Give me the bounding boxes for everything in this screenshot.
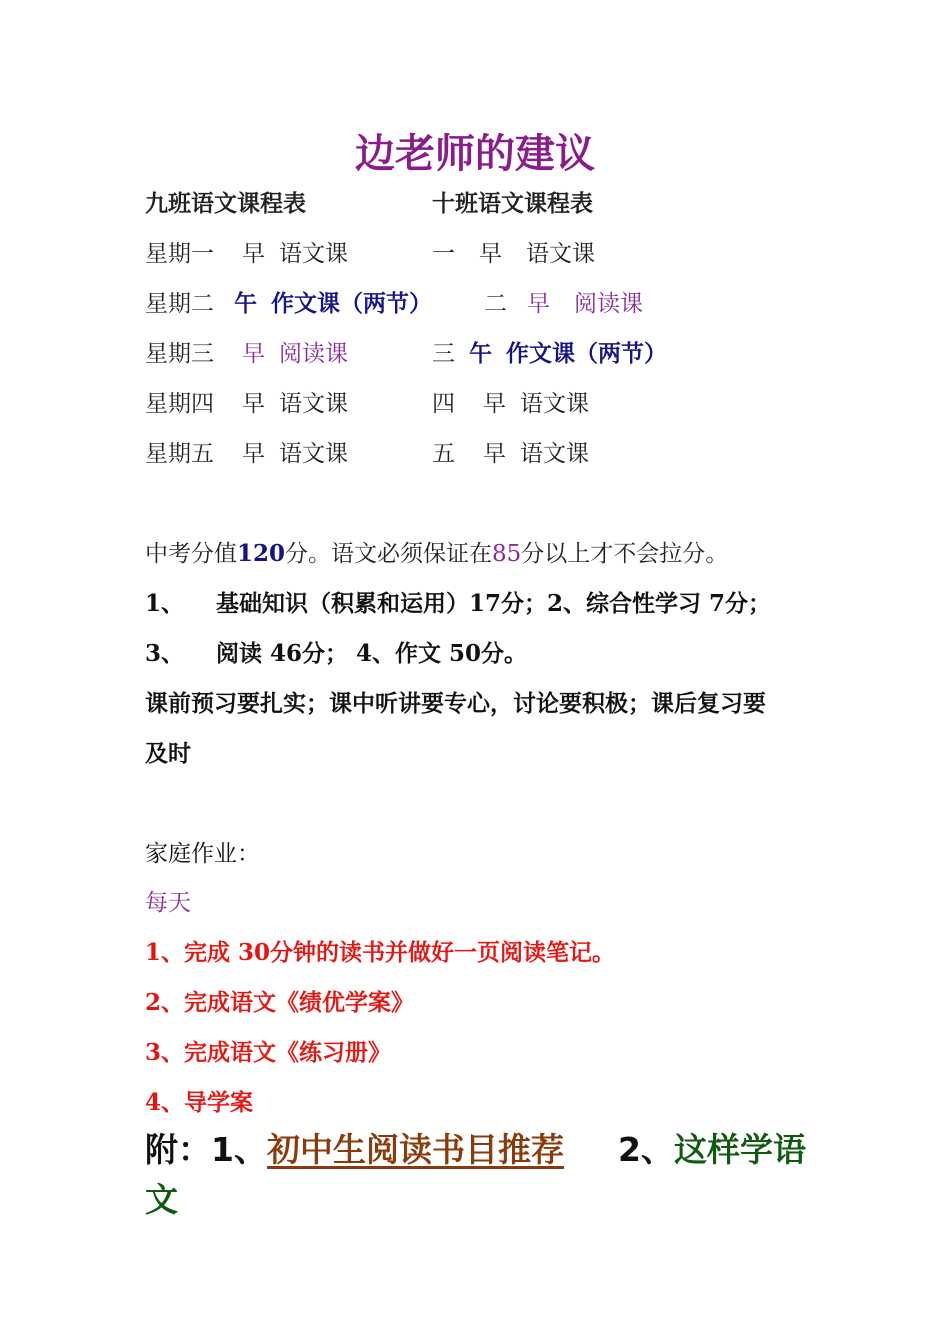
course-label: 语文课 — [279, 241, 348, 267]
score-paragraph — [145, 535, 728, 568]
appendix-number-2: 2、 — [617, 1130, 674, 1169]
schedule-row-left — [145, 335, 348, 368]
list-number: 3、 — [145, 640, 185, 667]
slot-label: 早 — [527, 291, 550, 317]
slot-label: 早 — [242, 241, 265, 267]
course-label: 阅读课 — [574, 291, 643, 317]
study-chinese-link[interactable]: 这样学语 — [673, 1130, 806, 1169]
course-label: 语文课 — [520, 391, 589, 417]
slot-label: 早 — [483, 391, 506, 417]
score-mid: 分。语文必须保证在 — [285, 541, 493, 567]
slot-label: 早 — [242, 441, 265, 467]
course-label: 作文课（两节） — [271, 290, 432, 317]
slot-label: 早 — [479, 241, 502, 267]
study-chinese-link-continued[interactable]: 文 — [145, 1180, 178, 1219]
slot-label: 午 — [234, 290, 257, 317]
homework-item: 1、完成 30分钟的读书并做好一页阅读笔记。 — [145, 939, 616, 966]
schedule-row-left — [145, 435, 348, 468]
schedule-row-right — [432, 435, 589, 468]
score-prefix: 中考分值 — [145, 541, 237, 567]
appendix-prefix: 附：1、 — [145, 1130, 267, 1169]
homework-label: 家庭作业： — [145, 841, 260, 867]
course-label: 语文课 — [279, 391, 348, 417]
schedule-row-right — [484, 285, 643, 318]
study-advice-line-2: 及时 — [145, 740, 191, 767]
reading-list-link[interactable]: 初中生阅读书目推荐 — [266, 1130, 564, 1169]
slot-label: 早 — [242, 341, 265, 367]
day-label: 四 — [432, 391, 455, 417]
score-min: 85 — [492, 541, 522, 567]
course-label: 语文课 — [279, 441, 348, 467]
day-label: 星期二 — [145, 291, 214, 317]
day-label: 三 — [432, 341, 455, 367]
homework-item: 4、导学案 — [145, 1089, 254, 1116]
score-breakdown-line-1 — [145, 585, 771, 618]
day-label: 星期五 — [145, 441, 214, 467]
schedule-row-left — [145, 235, 348, 268]
page-title: 边老师的建议 — [355, 130, 595, 177]
study-advice-line-1: 课前预习要扎实；课中听讲要专心，讨论要积极；课后复习要 — [145, 690, 766, 717]
schedule-row-right — [432, 235, 595, 268]
day-label: 星期四 — [145, 391, 214, 417]
schedule-row-left — [145, 385, 348, 418]
day-label: 二 — [484, 291, 507, 317]
score-breakdown-line-2 — [145, 635, 527, 668]
course-label: 语文课 — [520, 441, 589, 467]
list-number: 1、 — [145, 590, 185, 617]
class9-schedule-header: 九班语文课程表 — [145, 190, 306, 217]
day-label: 星期三 — [145, 341, 214, 367]
homework-item: 3、完成语文《练习册》 — [145, 1039, 392, 1066]
day-label: 五 — [432, 441, 455, 467]
day-label: 一 — [432, 241, 455, 267]
list-text: 基础知识（积累和运用）17分；2、综合性学习 7分； — [216, 590, 772, 617]
class10-schedule-header: 十班语文课程表 — [432, 190, 593, 217]
course-label: 阅读课 — [279, 341, 348, 367]
course-label: 作文课（两节） — [506, 340, 667, 367]
slot-label: 午 — [469, 340, 492, 367]
list-text: 阅读 46分； 4、作文 50分。 — [216, 640, 528, 667]
day-label: 星期一 — [145, 241, 214, 267]
score-total: 120 — [237, 540, 286, 567]
homework-item: 2、完成语文《绩优学案》 — [145, 989, 415, 1016]
course-label: 语文课 — [526, 241, 595, 267]
schedule-row-right — [432, 335, 667, 368]
slot-label: 早 — [242, 391, 265, 417]
score-suffix: 分以上才不会拉分。 — [521, 541, 729, 567]
slot-label: 早 — [483, 441, 506, 467]
homework-daily: 每天 — [145, 890, 191, 916]
appendix-line — [145, 1124, 806, 1171]
schedule-row-right — [432, 385, 589, 418]
schedule-row-left — [145, 285, 432, 318]
